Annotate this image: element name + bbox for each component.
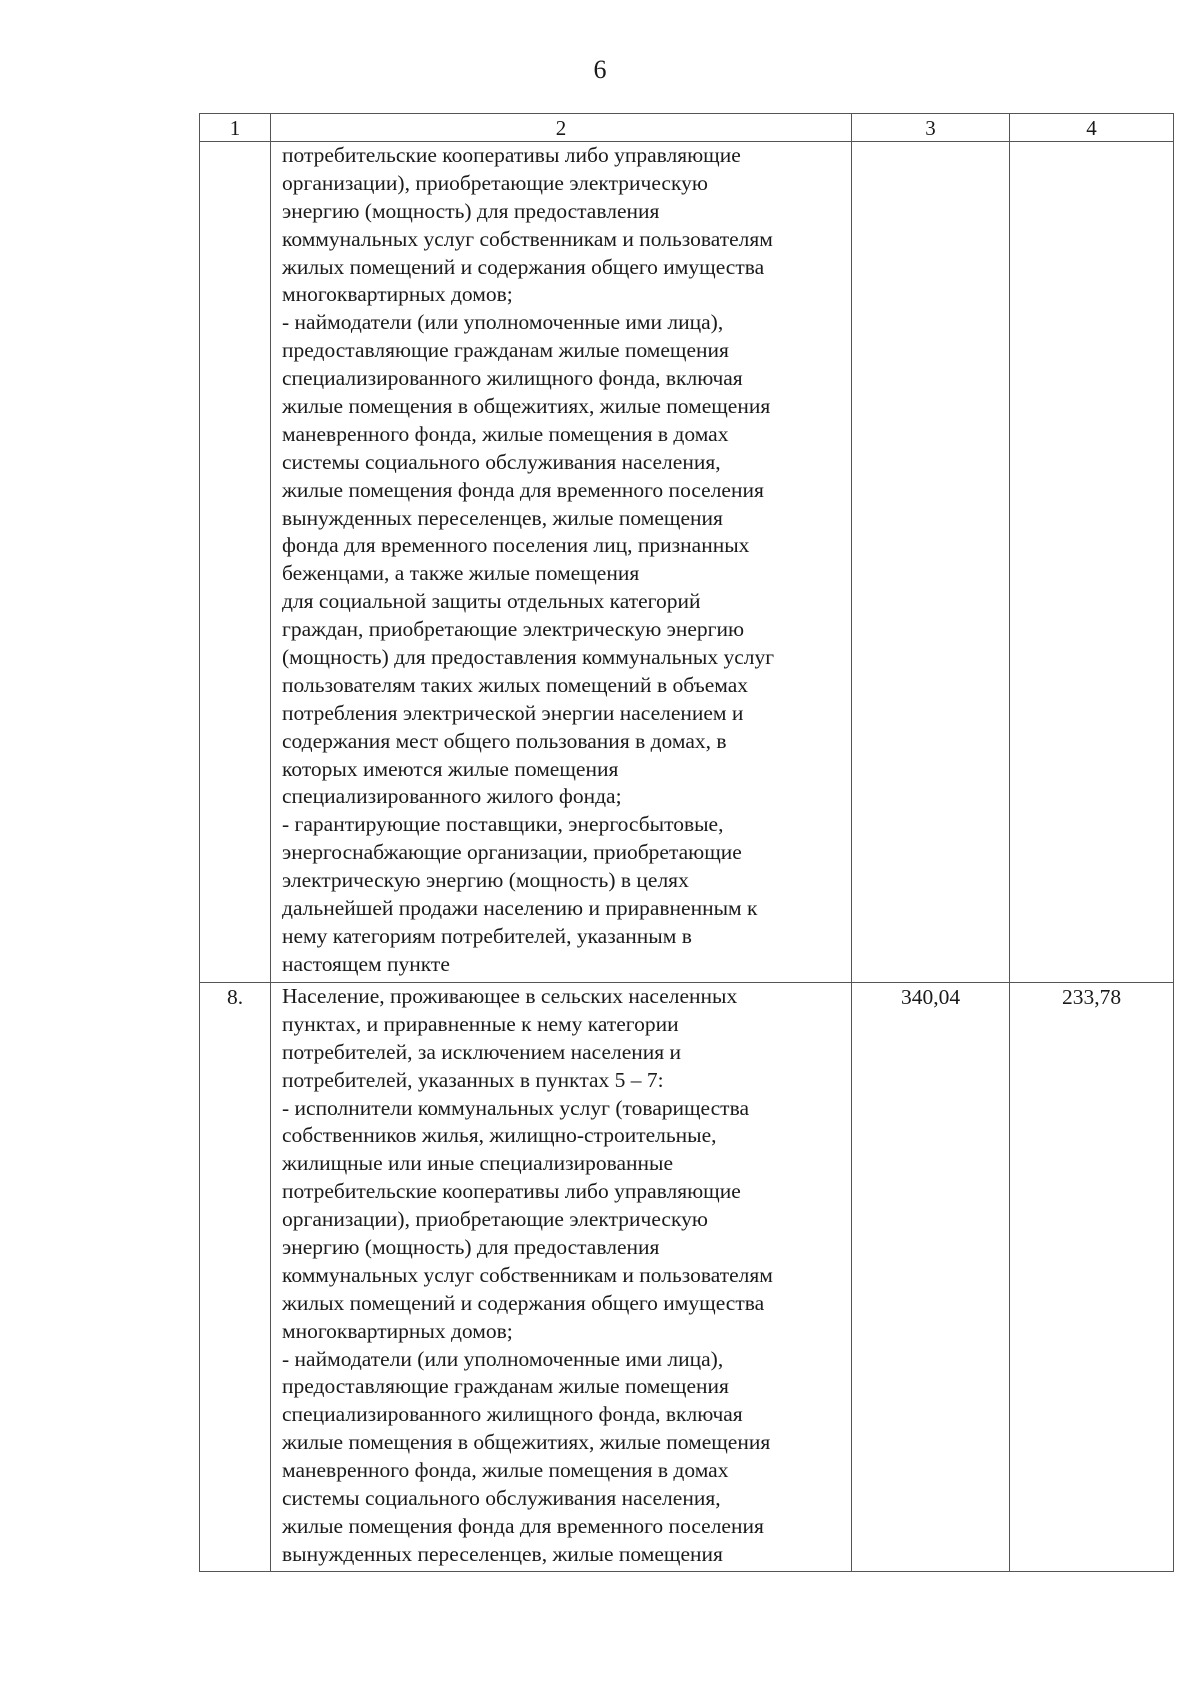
description-line: жилые помещения фонда для временного поселения xyxy=(282,477,764,502)
description-line: для социальной защиты отдельных категорий xyxy=(282,589,701,614)
description-line: маневренного фонда, жилые помещения в домах xyxy=(282,1458,729,1483)
description-line: беженцами, а также жилые помещения xyxy=(282,561,640,586)
description-line: специализированного жилого фонда; xyxy=(282,784,622,809)
tariff-value: 340,04 xyxy=(900,984,961,1009)
tariff-table xyxy=(199,113,1174,1572)
description-line: потребительские кооперативы либо управляющие xyxy=(282,143,741,167)
description-line: организации), приобретающие электрическую xyxy=(282,170,708,195)
description-line: жилые помещения в общежитиях, жилые помещения xyxy=(282,1430,771,1455)
description-line: собственников жилья, жилищно-строительные, xyxy=(282,1123,717,1148)
table-header-row xyxy=(200,114,1174,142)
row-number-cell xyxy=(200,982,271,1571)
description-line: потребления электрической энергии населением и xyxy=(282,700,744,725)
column-header: 2 xyxy=(271,114,852,142)
description-line: многоквартирных домов; xyxy=(282,282,513,307)
description-line: вынужденных переселенцев, жилые помещения xyxy=(282,505,723,530)
description-cell xyxy=(271,982,852,1571)
tariff-value-cell-3 xyxy=(852,142,1010,983)
description-line: пунктах, и приравненные к нему категории xyxy=(282,1011,679,1036)
tariff-value-cell-4 xyxy=(1010,142,1174,983)
description-line: потребительские кооперативы либо управляющие xyxy=(282,1179,741,1204)
description-line: энергию (мощность) для предоставления xyxy=(282,198,660,223)
description-line: предоставляющие гражданам жилые помещения xyxy=(282,338,729,363)
row-number: 8. xyxy=(226,984,244,1009)
description-line: системы социального обслуживания населения, xyxy=(282,1486,721,1511)
description-line: которых имеются жилые помещения xyxy=(282,756,619,781)
description-line: организации), приобретающие электрическую xyxy=(282,1207,708,1232)
column-header: 3 xyxy=(852,114,1010,142)
description-line: Население, проживающее в сельских населенных xyxy=(282,983,738,1008)
description-line: настоящем пункте xyxy=(282,951,450,976)
description-line: жилых помещений и содержания общего имущества xyxy=(282,254,765,279)
description-line: - гарантирующие поставщики, энергосбытовые, xyxy=(282,812,724,837)
description-line: нему категориям потребителей, указанным в xyxy=(282,923,692,948)
description-line: коммунальных услуг собственникам и пользователям xyxy=(282,226,773,251)
description-line: дальнейшей продажи населению и приравненным к xyxy=(282,896,758,921)
description-line: жилищные или иные специализированные xyxy=(282,1151,673,1176)
column-header: 1 xyxy=(200,114,271,142)
description-line: пользователям таких жилых помещений в объемах xyxy=(282,672,749,697)
description-line: энергоснабжающие организации, приобретающие xyxy=(282,840,742,865)
description-line: содержания мест общего пользования в домах, в xyxy=(282,728,727,753)
description-line: жилых помещений и содержания общего имущества xyxy=(282,1290,765,1315)
description-line: коммунальных услуг собственникам и пользователям xyxy=(282,1262,773,1287)
table-row xyxy=(200,142,1174,983)
description-line: электрическую энергию (мощность) в целях xyxy=(282,868,689,893)
description-line: потребителей, указанных в пунктах 5 – 7: xyxy=(282,1067,664,1092)
description-line: маневренного фонда, жилые помещения в домах xyxy=(282,421,729,446)
description-line: предоставляющие гражданам жилые помещения xyxy=(282,1374,729,1399)
row-number-cell xyxy=(200,142,271,983)
tariff-value-cell-4 xyxy=(1010,982,1174,1571)
column-header: 4 xyxy=(1010,114,1174,142)
description-line: фонда для временного поселения лиц, признанных xyxy=(282,533,750,558)
description-line: - наймодатели (или уполномоченные ими лица), xyxy=(282,310,724,335)
tariff-value-cell-3 xyxy=(852,982,1010,1571)
page-number: 6 xyxy=(593,55,607,84)
description-line: многоквартирных домов; xyxy=(282,1318,513,1343)
description-line: специализированного жилищного фонда, включая xyxy=(282,366,743,391)
tariff-value xyxy=(852,142,1009,143)
description-line: потребителей, за исключением населения и xyxy=(282,1039,682,1064)
description-line: специализированного жилищного фонда, включая xyxy=(282,1402,743,1427)
table-row xyxy=(200,982,1174,1571)
description-line: системы социального обслуживания населения, xyxy=(282,449,721,474)
description-line: энергию (мощность) для предоставления xyxy=(282,1235,660,1259)
row-number xyxy=(200,142,270,143)
description-line: (мощность) для предоставления коммунальных услуг xyxy=(282,645,775,670)
tariff-value: 233,78 xyxy=(1061,984,1122,1009)
description-line: граждан, приобретающие электрическую энергию xyxy=(282,617,745,642)
description-line: - исполнители коммунальных услуг (товарищества xyxy=(282,1095,749,1120)
tariff-value xyxy=(1010,142,1173,143)
description-line: жилые помещения фонда для временного поселения xyxy=(282,1513,764,1538)
description-line: жилые помещения в общежитиях, жилые помещения xyxy=(282,394,771,419)
description-line: - наймодатели (или уполномоченные ими лица), xyxy=(282,1346,724,1371)
description-line: вынужденных переселенцев, жилые помещения xyxy=(282,1541,723,1566)
description-cell xyxy=(271,142,852,983)
